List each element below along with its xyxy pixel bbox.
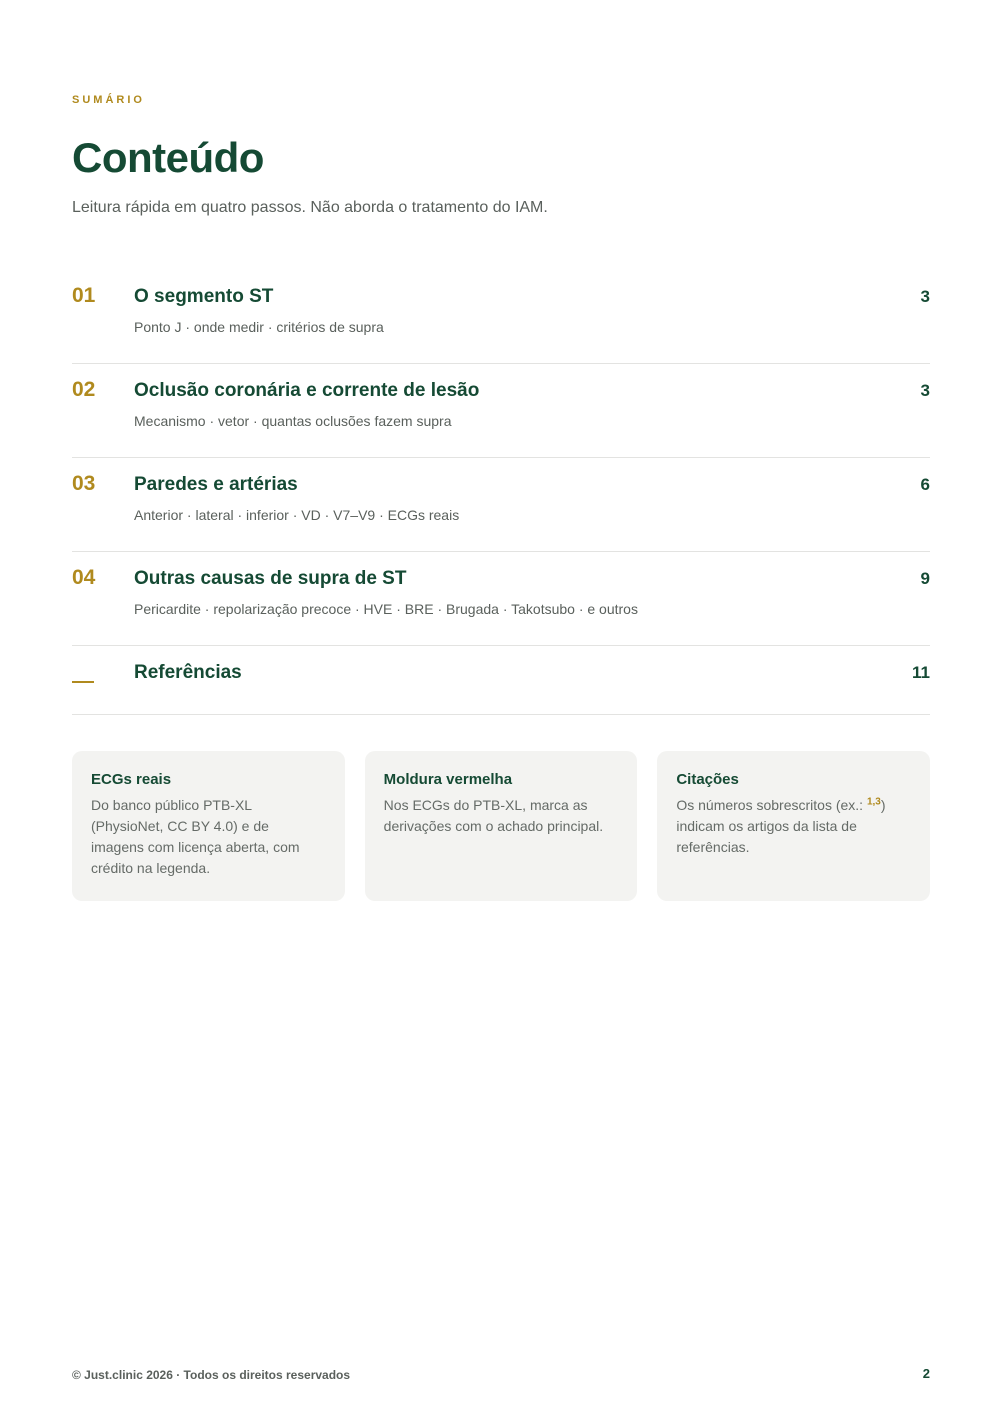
page-title: Conteúdo <box>72 134 264 181</box>
toc-title: Outras causas de supra de ST <box>134 568 407 589</box>
info-card-frame <box>365 751 638 901</box>
card-text-after: ) indicam os artigos da lista de referências. <box>676 797 886 855</box>
footer-page-number: 2 <box>922 1366 930 1381</box>
toc-description: Mecanismo · vetor · quantas oclusões fazem supra <box>134 413 452 429</box>
toc-title: O segmento ST <box>134 286 274 307</box>
toc-page-number: 9 <box>920 569 930 588</box>
toc-description: Ponto J · onde medir · critérios de supra <box>134 319 384 335</box>
card-text: Nos ECGs do PTB-XL, marca as derivações com o achado principal. <box>383 797 604 834</box>
card-text <box>676 795 911 858</box>
toc-item-references[interactable] <box>72 646 930 715</box>
toc-number: 03 <box>72 472 96 495</box>
toc-title: Paredes e artérias <box>134 474 298 495</box>
toc-title: Referências <box>134 662 242 683</box>
toc-page-number: 3 <box>920 381 930 400</box>
info-cards <box>72 751 930 901</box>
toc-page-number: 3 <box>920 287 930 306</box>
toc-number: 02 <box>72 378 96 401</box>
toc-number: 04 <box>72 566 96 589</box>
toc-number: 01 <box>72 284 96 307</box>
footer-copyright: © Just.clinic 2026 · Todos os direitos reservados <box>72 1368 351 1382</box>
toc-page-number: 11 <box>912 663 930 682</box>
dash-marker <box>72 681 94 683</box>
toc-item-01[interactable] <box>72 270 930 364</box>
toc-description: Anterior · lateral · inferior · VD · V7–V9 · ECGs reais <box>134 507 460 523</box>
card-text-before: Os números sobrescritos (ex.: <box>676 797 867 813</box>
document-page <box>72 0 930 1415</box>
card-title: Citações <box>676 771 739 788</box>
superscript-example: 1,3 <box>866 796 881 808</box>
info-card-citations <box>657 751 930 901</box>
toc-page-number: 6 <box>920 475 930 494</box>
toc-description: Pericardite · repolarização precoce · HVE · BRE · Brugada · Takotsubo · e outros <box>134 601 638 617</box>
toc-item-04[interactable] <box>72 552 930 646</box>
toc-title: Oclusão coronária e corrente de lesão <box>134 380 480 401</box>
toc-item-03[interactable] <box>72 458 930 552</box>
page-subtitle: Leitura rápida em quatro passos. Não aborda o tratamento do IAM. <box>72 199 548 216</box>
info-card-ecgs <box>72 751 345 901</box>
card-text: Do banco público PTB-XL (PhysioNet, CC BY 4.0) e de imagens com licença aberta, com crédito na legenda. <box>91 797 300 876</box>
toc-item-02[interactable] <box>72 364 930 458</box>
section-eyebrow: SUMÁRIO <box>72 94 145 106</box>
table-of-contents <box>72 270 930 715</box>
card-title: Moldura vermelha <box>383 771 513 788</box>
card-title: ECGs reais <box>91 771 172 788</box>
